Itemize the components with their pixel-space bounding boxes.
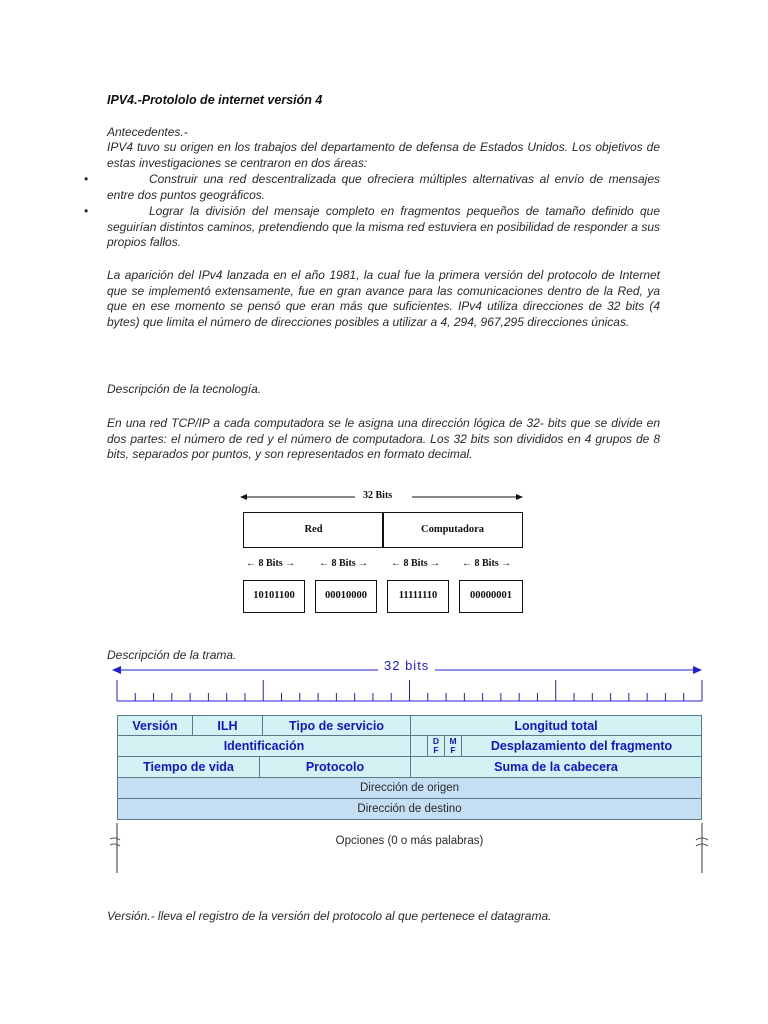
antecedentes-intro: IPV4 tuvo su origen en los trabajos del departamento de defensa de Estados Unidos. Los objetivos de estas investigaciones se centraron en dos áreas:	[107, 140, 660, 170]
direccion-origen-field: Dirección de origen	[117, 777, 702, 799]
df-flag-field	[427, 735, 445, 757]
octet-group-label: ← 8 Bits →	[246, 558, 296, 569]
version-field: Versión	[117, 715, 193, 736]
bullet-item-text: Construir una red descentralizada que ofreciera múltiples alternativas al envío de mensajes entre dos puntos geográficos.	[107, 172, 660, 202]
ilh-field: ILH	[192, 715, 263, 736]
desplazamiento-field: Desplazamiento del fragmento	[461, 735, 702, 757]
suma-cabecera-field: Suma de la cabecera	[410, 756, 702, 778]
ip-address-diagram	[240, 488, 530, 618]
version-description: Versión.- lleva el registro de la versión del protocolo al que pertenece el datagrama.	[107, 909, 552, 923]
opciones-field: Opciones (0 o más palabras)	[335, 835, 484, 847]
bullet-item	[107, 204, 660, 251]
bullet-marker: •	[84, 204, 89, 218]
tecnologia-paragraph: En una red TCP/IP a cada computadora se le asigna una dirección lógica de 32- bits que se divide en dos partes: el número de red y el número de computadora. Los 32 bits son divididos en 4 grupos de 8 bits, separados por puntos, y son representados en formato decimal.	[107, 416, 660, 462]
mf-flag-f: F	[450, 745, 456, 755]
mf-flag-field	[444, 735, 462, 757]
octet-box: 00010000	[315, 580, 377, 613]
tiempo-vida-field: Tiempo de vida	[117, 756, 260, 778]
df-flag-f: F	[433, 745, 439, 755]
32-bits-label: 32 bits	[378, 658, 435, 673]
document-title: IPV4.-Protololo de internet versión 4	[107, 93, 323, 107]
ipv4-header-diagram	[110, 655, 720, 880]
octet-group-label: ← 8 Bits →	[319, 558, 369, 569]
octet-group-label: ← 8 Bits →	[391, 558, 441, 569]
octet-box: 10101100	[243, 580, 305, 613]
tecnologia-heading: Descripción de la tecnología.	[107, 382, 262, 396]
octet-box: 00000001	[459, 580, 523, 613]
reserved-bit-field	[410, 735, 428, 757]
host-part-box: Computadora	[382, 512, 523, 548]
identificacion-field: Identificación	[117, 735, 411, 757]
octet-group-label: ← 8 Bits →	[462, 558, 512, 569]
protocolo-field: Protocolo	[259, 756, 411, 778]
tipo-servicio-field: Tipo de servicio	[262, 715, 411, 736]
network-part-box: Red	[243, 512, 384, 548]
direccion-destino-field: Dirección de destino	[117, 798, 702, 820]
df-flag-d: D	[432, 736, 440, 746]
octet-box: 11111110	[387, 580, 449, 613]
options-top-border	[117, 819, 702, 821]
longitud-total-field: Longitud total	[410, 715, 702, 736]
bullet-item-text: Lograr la división del mensaje completo en fragmentos pequeños de tamaño definido que seguirían distintos caminos, pretendiendo que la misma red estuviera en posibilidad de responder a sus propios fallos.	[107, 204, 660, 250]
32-bits-label: 32 Bits	[363, 490, 393, 501]
antecedentes-heading: Antecedentes.-	[107, 125, 188, 139]
bullet-item	[107, 172, 660, 203]
trama-heading: Descripción de la trama.	[107, 648, 237, 662]
aparicion-paragraph: La aparición del IPv4 lanzada en el año 1981, la cual fue la primera versión del protocolo de Internet que se implementó extensamente, fue en gran avance para las comunicaciones dentro de la Red, ya que en ese momento se pensó que eran más que suficientes. IPv4 utiliza direcciones de 32 bits (4 bytes) que limita el número de direcciones posibles a utilizar a 4, 294, 967,295 direcciones únicas.	[107, 268, 660, 329]
bullet-marker: •	[84, 172, 89, 186]
mf-flag-m: M	[449, 736, 457, 746]
